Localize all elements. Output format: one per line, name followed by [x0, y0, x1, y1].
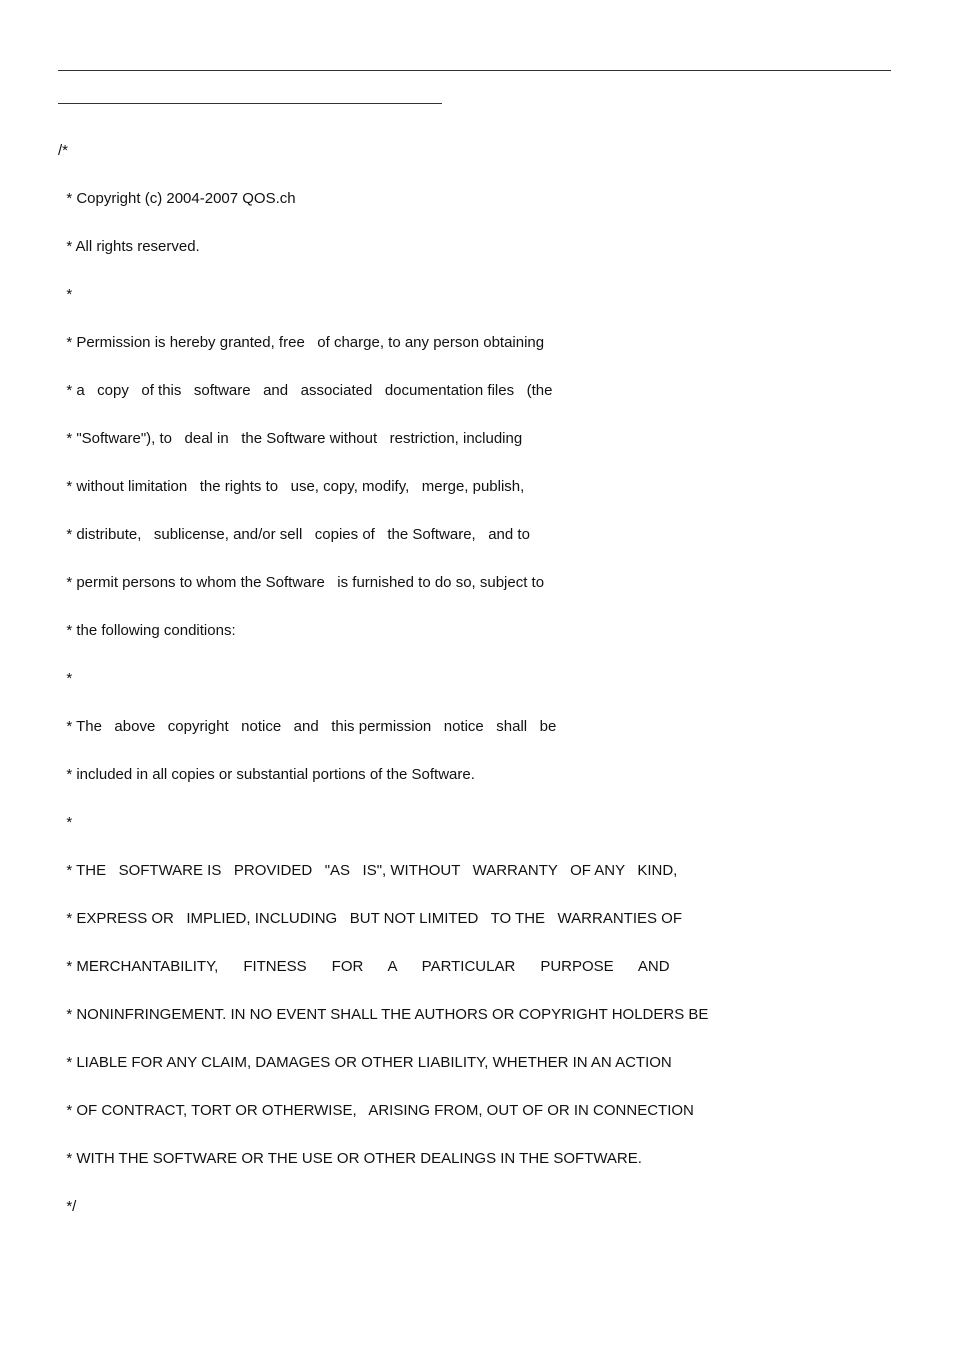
top-horizontal-rule [58, 70, 891, 71]
comment-open-line: /* [58, 142, 69, 159]
permission-line: * Permission is hereby granted, free of charge, to any person obtaining [58, 334, 545, 351]
permission-line: * a copy of this software and associated documentation files (the [58, 382, 553, 399]
rights-reserved-line: * All rights reserved. [58, 238, 200, 255]
disclaimer-line: * OF CONTRACT, TORT OR OTHERWISE, ARISING FROM, OUT OF OR IN CONNECTION [58, 1102, 694, 1119]
permission-line: * distribute, sublicense, and/or sell copies of the Software, and to [58, 526, 530, 543]
copyright-line: * Copyright (c) 2004-2007 QOS.ch [58, 190, 296, 207]
comment-close-line: */ [58, 1198, 77, 1215]
disclaimer-line: * LIABLE FOR ANY CLAIM, DAMAGES OR OTHER LIABILITY, WHETHER IN AN ACTION [58, 1054, 672, 1071]
notice-line: * included in all copies or substantial portions of the Software. [58, 766, 475, 783]
permission-line: * without limitation the rights to use, copy, modify, merge, publish, [58, 478, 525, 495]
blank-comment-line: * [58, 814, 73, 831]
permission-line: * "Software"), to deal in the Software without restriction, including [58, 430, 523, 447]
disclaimer-line: * WITH THE SOFTWARE OR THE USE OR OTHER DEALINGS IN THE SOFTWARE. [58, 1150, 642, 1167]
permission-line: * permit persons to whom the Software is furnished to do so, subject to [58, 574, 545, 591]
disclaimer-line: * THE SOFTWARE IS PROVIDED "AS IS", WITHOUT WARRANTY OF ANY KIND, [58, 862, 678, 879]
disclaimer-line: * NONINFRINGEMENT. IN NO EVENT SHALL THE AUTHORS OR COPYRIGHT HOLDERS BE [58, 1006, 709, 1023]
disclaimer-line: * MERCHANTABILITY, FITNESS FOR A PARTICULAR PURPOSE AND [58, 958, 670, 975]
license-comment-block [58, 140, 918, 1244]
notice-line: * The above copyright notice and this permission notice shall be [58, 718, 557, 735]
blank-comment-line: * [58, 670, 73, 687]
permission-line: * the following conditions: [58, 622, 236, 639]
disclaimer-line: * EXPRESS OR IMPLIED, INCLUDING BUT NOT LIMITED TO THE WARRANTIES OF [58, 910, 682, 927]
blank-comment-line: * [58, 286, 73, 303]
second-horizontal-rule [58, 103, 442, 104]
